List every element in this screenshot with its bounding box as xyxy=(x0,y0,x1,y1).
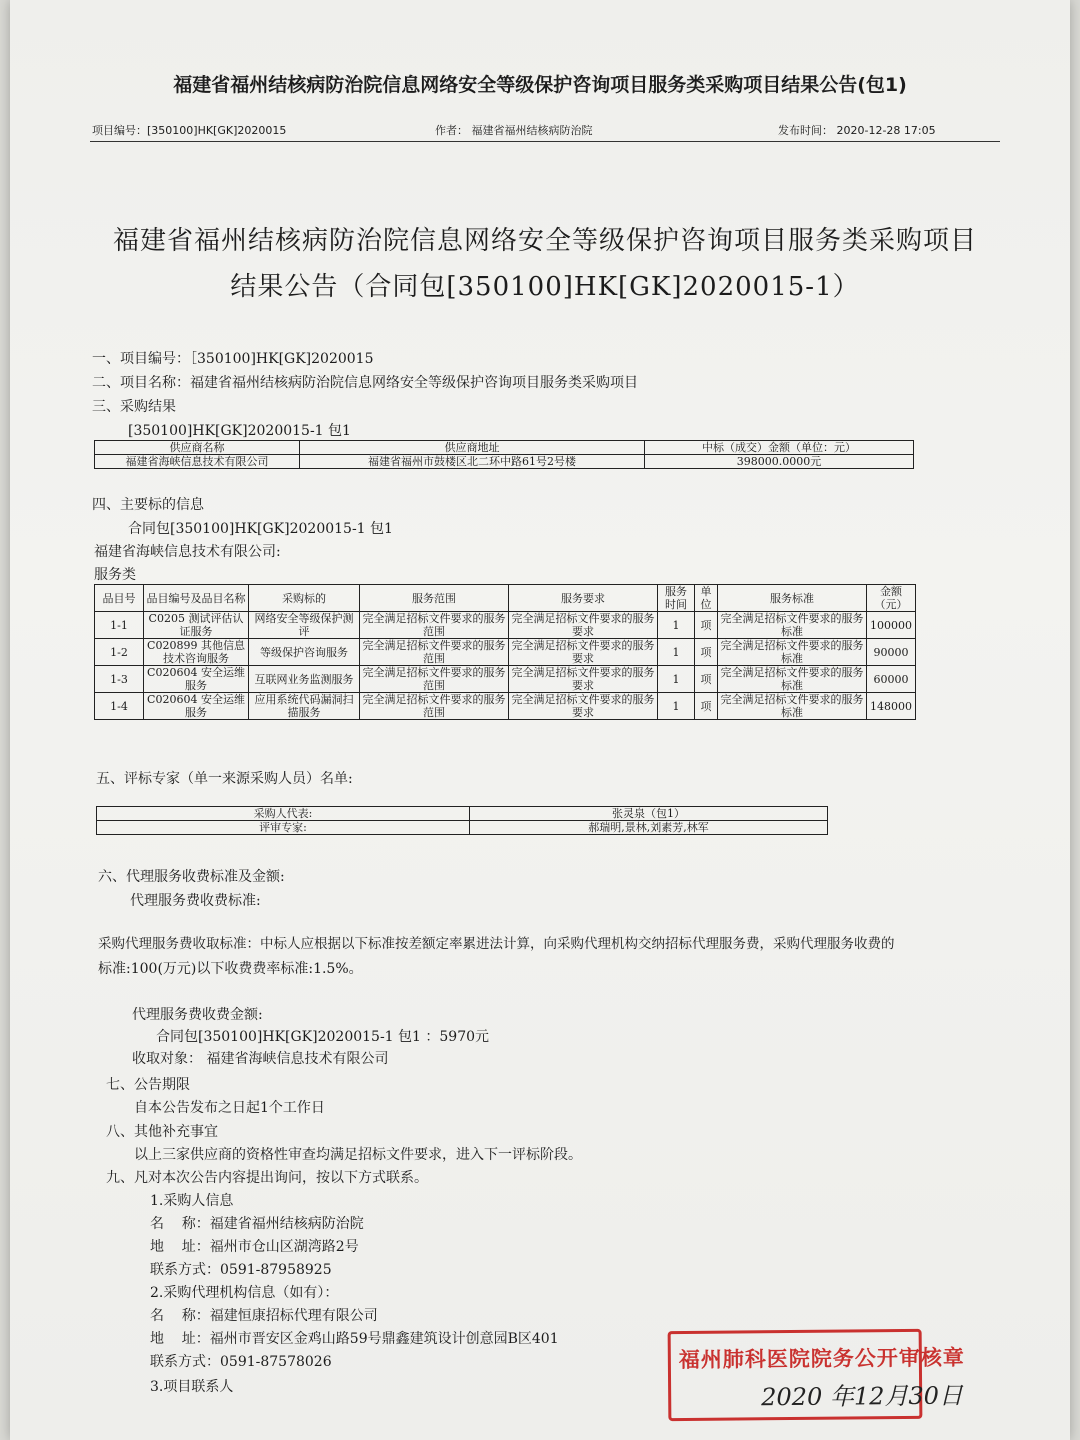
table-row xyxy=(95,639,916,666)
purchaser-name: 名 称：福建省福州结核病防治院 xyxy=(150,1216,364,1232)
cell: 完全满足招标文件要求的服务要求 xyxy=(509,666,658,693)
fee-standard-label: 代理服务费收费标准: xyxy=(130,893,261,909)
cell: 完全满足招标文件要求的服务范围 xyxy=(360,639,509,666)
purchaser-title: 1.采购人信息 xyxy=(150,1193,234,1209)
package-label: [350100]HK[GK]2020015-1 包1 xyxy=(128,423,351,439)
cell: 完全满足招标文件要求的服务标准 xyxy=(718,639,867,666)
fee-amount-label: 代理服务费收费金额: xyxy=(132,1007,263,1023)
cell: 完全满足招标文件要求的服务标准 xyxy=(718,666,867,693)
cell: 项 xyxy=(695,693,718,720)
cell: 1-4 xyxy=(95,693,144,720)
cell-names: 郝瑞明,景林,刘素芳,林军 xyxy=(470,821,828,835)
review-stamp xyxy=(668,1329,965,1421)
fee-payer: 收取对象： 福建省海峡信息技术有限公司 xyxy=(132,1051,389,1067)
agency-address: 地 址：福州市晋安区金鸡山路59号鼎鑫建筑设计创意园B区401 xyxy=(150,1331,559,1347)
cell: 互联网业务监测服务 xyxy=(249,666,360,693)
purchaser-address: 地 址：福州市仓山区湖湾路2号 xyxy=(150,1239,359,1255)
header-title: 福建省福州结核病防治院信息网络安全等级保护咨询项目服务类采购项目结果公告(包1) xyxy=(173,74,907,96)
header-cell: 供应商名称 xyxy=(95,441,300,455)
section-6: 六、代理服务收费标准及金额: xyxy=(98,869,285,885)
table-row xyxy=(95,455,914,469)
fee-description-line1: 采购代理服务费收取标准：中标人应根据以下标准按差额定率累进法计算，向采购代理机构交纳招标代理服务费，采购代理服务收费的 xyxy=(98,936,895,952)
cell: 项 xyxy=(695,666,718,693)
items-table-header xyxy=(95,585,916,612)
project-contact-title: 3.项目联系人 xyxy=(150,1379,234,1395)
section-7-text: 自本公告发布之日起1个工作日 xyxy=(134,1100,325,1116)
document-page xyxy=(10,0,1070,1440)
cell-names: 张灵泉（包1） xyxy=(470,807,828,821)
table-row xyxy=(97,821,828,835)
header-cell: 服务范围 xyxy=(360,585,509,612)
cell: 1 xyxy=(658,612,695,639)
table-row xyxy=(95,612,916,639)
cell: 完全满足招标文件要求的服务范围 xyxy=(360,693,509,720)
cell: 1 xyxy=(658,639,695,666)
cell-role: 采购人代表: xyxy=(97,807,470,821)
cell: 1-2 xyxy=(95,639,144,666)
cell-role: 评审专家: xyxy=(97,821,470,835)
header-cell: 服务标准 xyxy=(718,585,867,612)
cell: 1 xyxy=(658,666,695,693)
author-meta: 作者： 福建省福州结核病防治院 xyxy=(435,124,593,137)
cell: 完全满足招标文件要求的服务标准 xyxy=(718,693,867,720)
cell: 完全满足招标文件要求的服务范围 xyxy=(360,666,509,693)
section-9: 九、凡对本次公告内容提出询问，按以下方式联系。 xyxy=(106,1170,428,1186)
header-cell: 采购标的 xyxy=(249,585,360,612)
table-row xyxy=(95,693,916,720)
section-4: 四、主要标的信息 xyxy=(92,497,204,513)
cell: 应用系统代码漏洞扫描服务 xyxy=(249,693,360,720)
main-title-line2: 结果公告（合同包[350100]HK[GK]2020015-1） xyxy=(230,272,860,302)
header-cell: 服务要求 xyxy=(509,585,658,612)
cell: C020899 其他信息技术咨询服务 xyxy=(144,639,249,666)
cell: 完全满足招标文件要求的服务要求 xyxy=(509,612,658,639)
section-5: 五、评标专家（单一来源采购人员）名单: xyxy=(96,771,353,787)
cell: 网络安全等级保护测评 xyxy=(249,612,360,639)
fee-description-line2: 标准:100(万元)以下收费费率标准:1.5%。 xyxy=(98,961,363,977)
section-2: 二、项目名称：福建省福州结核病防治院信息网络安全等级保护咨询项目服务类采购项目 xyxy=(92,375,638,391)
section-8: 八、其他补充事宜 xyxy=(106,1124,218,1140)
header-cell: 品目号 xyxy=(95,585,144,612)
experts-table xyxy=(96,806,828,835)
cell: 1 xyxy=(658,693,695,720)
items-table xyxy=(94,584,916,720)
table-row xyxy=(97,807,828,821)
section-1: 一、项目编号：［350100]HK[GK]2020015 xyxy=(92,351,374,367)
cell: 100000 xyxy=(867,612,916,639)
cell: 148000 xyxy=(867,693,916,720)
cell: 1-3 xyxy=(95,666,144,693)
cell-amount: 398000.0000元 xyxy=(645,455,914,469)
header-divider xyxy=(90,141,1000,142)
cell: 等级保护咨询服务 xyxy=(249,639,360,666)
table-row xyxy=(95,666,916,693)
cell: 完全满足招标文件要求的服务范围 xyxy=(360,612,509,639)
cell: 90000 xyxy=(867,639,916,666)
header-cell: 单位 xyxy=(695,585,718,612)
main-title-line1: 福建省福州结核病防治院信息网络安全等级保护咨询项目服务类采购项目 xyxy=(112,226,977,256)
section-4-company: 福建省海峡信息技术有限公司: xyxy=(94,544,281,560)
cell: 1-1 xyxy=(95,612,144,639)
agency-title: 2.采购代理机构信息（如有）： xyxy=(150,1285,339,1301)
header-cell: 供应商地址 xyxy=(300,441,645,455)
cell: 项 xyxy=(695,639,718,666)
cell: C020604 安全运维服务 xyxy=(144,666,249,693)
cell-supplier: 福建省海峡信息技术有限公司 xyxy=(95,455,300,469)
cell: 60000 xyxy=(867,666,916,693)
header-cell: 中标（成交）金额（单位：元） xyxy=(645,441,914,455)
agency-name: 名 称：福建恒康招标代理有限公司 xyxy=(150,1308,378,1324)
cell: C0205 测试评估认证服务 xyxy=(144,612,249,639)
result-table-header xyxy=(95,441,914,455)
result-table xyxy=(94,440,914,469)
cell: 完全满足招标文件要求的服务标准 xyxy=(718,612,867,639)
cell-address: 福建省福州市鼓楼区北二环中路61号2号楼 xyxy=(300,455,645,469)
section-3: 三、采购结果 xyxy=(92,399,176,415)
stamp-text: 福州肺科医院院务公开审核章 xyxy=(678,1345,965,1373)
cell: 完全满足招标文件要求的服务要求 xyxy=(509,693,658,720)
cell: 项 xyxy=(695,612,718,639)
publish-time-meta: 发布时间： 2020-12-28 17:05 xyxy=(778,124,936,137)
purchaser-phone: 联系方式：0591-87958925 xyxy=(150,1262,332,1278)
main-title xyxy=(70,218,1020,310)
project-number-meta: 项目编号：[350100]HK[GK]2020015 xyxy=(92,124,287,137)
section-7: 七、公告期限 xyxy=(106,1077,190,1093)
header-cell: 品目编号及品目名称 xyxy=(144,585,249,612)
section-4-category: 服务类 xyxy=(94,567,136,583)
section-4-package: 合同包[350100]HK[GK]2020015-1 包1 xyxy=(128,521,393,537)
stamp-date: 2020 年12月30日 xyxy=(761,1381,964,1412)
header-cell: 服务时间 xyxy=(658,585,695,612)
cell: C020604 安全运维服务 xyxy=(144,693,249,720)
cell: 完全满足招标文件要求的服务要求 xyxy=(509,639,658,666)
agency-phone: 联系方式：0591-87578026 xyxy=(150,1354,332,1370)
fee-amount: 合同包[350100]HK[GK]2020015-1 包1 ：5970元 xyxy=(156,1029,490,1045)
section-8-text: 以上三家供应商的资格性审查均满足招标文件要求，进入下一评标阶段。 xyxy=(134,1147,582,1163)
header-cell: 金额（元） xyxy=(867,585,916,612)
